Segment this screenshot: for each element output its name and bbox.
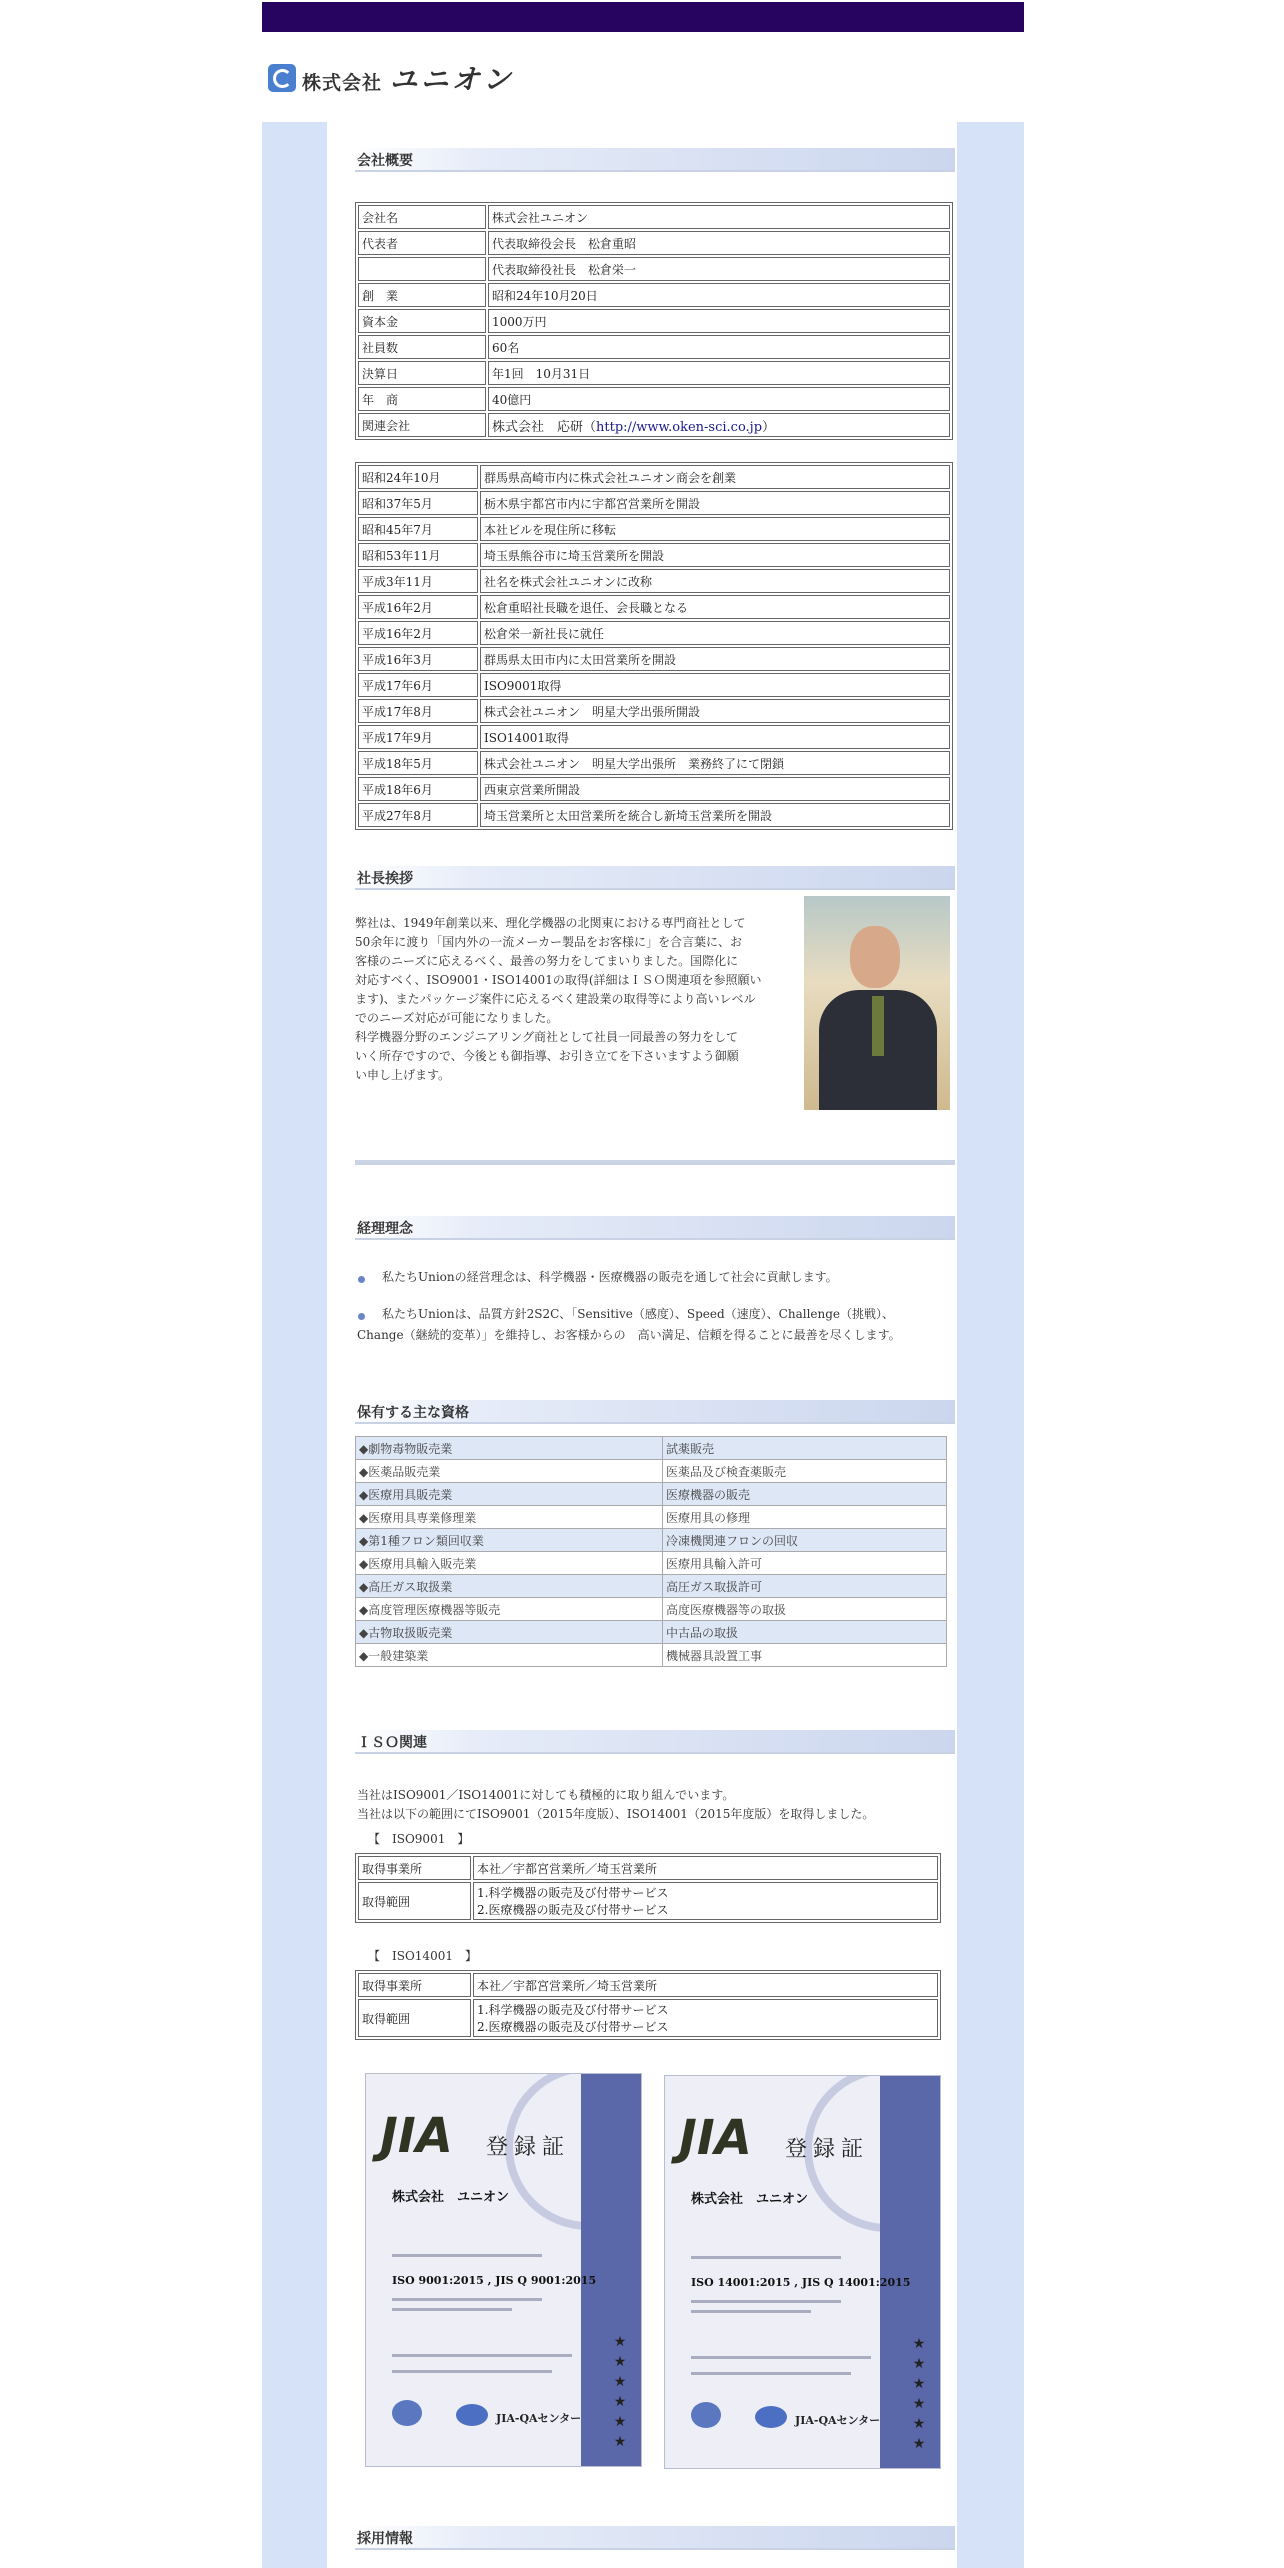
certificate-title: 登録証 xyxy=(486,2135,571,2160)
qualification-detail: 機械器具設置工事 xyxy=(663,1644,947,1667)
photo-tie xyxy=(872,996,884,1056)
company-info-value: 代表取締役会長 松倉重昭 xyxy=(488,231,950,255)
company-info-row xyxy=(358,413,950,437)
history-row xyxy=(358,725,950,749)
company-info-label: 社員数 xyxy=(358,335,486,359)
company-info-label: 年 商 xyxy=(358,387,486,411)
history-date: 昭和37年5月 xyxy=(358,491,478,515)
left-side-band xyxy=(262,122,327,2568)
company-info-label: 会社名 xyxy=(358,205,486,229)
fine-print xyxy=(691,2372,851,2375)
site-value: 本社／宇都宮営業所／埼玉営業所 xyxy=(473,1856,938,1880)
iso9001-table xyxy=(355,1853,941,1923)
qualification-row xyxy=(356,1506,947,1529)
history-row xyxy=(358,647,950,671)
section-header-iso: ＩＳＯ関連 xyxy=(355,1730,955,1754)
greeting-line: 50余年に渡り「国内外の一流メーカー製品をお客様に」を合言葉に、お xyxy=(355,935,743,949)
history-date: 平成17年6月 xyxy=(358,673,478,697)
fine-print xyxy=(392,2354,572,2357)
qualification-name: ◆第1種フロン類回収業 xyxy=(356,1529,663,1552)
fine-print xyxy=(691,2310,811,2313)
history-date: 平成3年11月 xyxy=(358,569,478,593)
greeting-line: 科学機器分野のエンジニアリング商社として社員一同最善の努力をして xyxy=(355,1030,738,1044)
fine-print xyxy=(392,2370,552,2373)
history-row xyxy=(358,465,950,489)
iso-intro-1: 当社はISO9001／ISO14001に対しても積極的に取り組んでいます。 xyxy=(357,1788,735,1802)
history-row xyxy=(358,777,950,801)
history-row xyxy=(358,517,950,541)
greeting-line: でのニーズ対応が可能になりました。 xyxy=(355,1011,559,1025)
qualification-detail: 医療機器の販売 xyxy=(663,1483,947,1506)
iso9001-label: 【 ISO9001 】 xyxy=(368,1832,470,1846)
company-info-row xyxy=(358,257,950,281)
section-header-qualifications: 保有する主な資格 xyxy=(355,1400,955,1424)
history-event: 本社ビルを現住所に移転 xyxy=(480,517,950,541)
history-date: 平成16年2月 xyxy=(358,621,478,645)
iaf-mark xyxy=(755,2406,787,2428)
fine-print xyxy=(392,2298,542,2301)
photo-face xyxy=(850,926,900,988)
greeting-line: い申し上げます。 xyxy=(355,1068,451,1082)
accreditation-mark xyxy=(392,2400,422,2426)
qualification-row xyxy=(356,1644,947,1667)
qualification-name: ◆高圧ガス取扱業 xyxy=(356,1575,663,1598)
company-info-row xyxy=(358,283,950,307)
qualification-detail: 医薬品及び検査薬販売 xyxy=(663,1460,947,1483)
company-info-value: 60名 xyxy=(488,335,950,359)
section-header-overview: 会社概要 xyxy=(355,148,955,172)
company-info-row xyxy=(358,231,950,255)
site-value: 本社／宇都宮営業所／埼玉営業所 xyxy=(473,1973,938,1997)
company-info-label: 代表者 xyxy=(358,231,486,255)
fine-print xyxy=(691,2300,841,2303)
jia-logo: JIA xyxy=(679,2110,752,2166)
fine-print xyxy=(392,2308,512,2311)
section-header-greeting: 社長挨拶 xyxy=(355,866,955,890)
qualification-row xyxy=(356,1483,947,1506)
qualification-name: ◆一般建築業 xyxy=(356,1644,663,1667)
company-info-row xyxy=(358,205,950,229)
company-info-value: 昭和24年10月20日 xyxy=(488,283,950,307)
union-logo-icon xyxy=(268,64,296,92)
top-banner xyxy=(262,2,1024,32)
qualification-row xyxy=(356,1460,947,1483)
history-event: 群馬県高崎市内に株式会社ユニオン商会を創業 xyxy=(480,465,950,489)
stars-icon: ★ ★ ★ ★ ★ ★ xyxy=(613,2334,627,2450)
fine-print xyxy=(392,2254,542,2257)
history-event: 社名を株式会社ユニオンに改称 xyxy=(480,569,950,593)
certificate-issuer: JIA-QAセンター xyxy=(795,2414,881,2427)
qualification-detail: 冷凍機関連フロンの回収 xyxy=(663,1529,947,1552)
fine-print xyxy=(691,2356,871,2359)
qualification-row xyxy=(356,1529,947,1552)
history-row xyxy=(358,699,950,723)
history-date: 平成27年8月 xyxy=(358,803,478,827)
qualification-detail: 試薬販売 xyxy=(663,1437,947,1460)
iaf-mark xyxy=(456,2404,488,2426)
certificate-issuer: JIA-QAセンター xyxy=(496,2412,582,2425)
section-header-philosophy: 経理理念 xyxy=(355,1216,955,1240)
history-event: 栃木県宇都宮市内に宇都宮営業所を開設 xyxy=(480,491,950,515)
philosophy-item-1: 私たちUnionの経営理念は、科学機器・医療機器の販売を通して社会に貢献します。 xyxy=(382,1270,838,1284)
company-info-table xyxy=(355,202,953,440)
qualification-name: ◆医薬品販売業 xyxy=(356,1460,663,1483)
certificate-title: 登録証 xyxy=(785,2137,870,2162)
qualifications-table xyxy=(355,1436,947,1667)
company-info-label: 資本金 xyxy=(358,309,486,333)
history-event: 埼玉県熊谷市に埼玉営業所を開設 xyxy=(480,543,950,567)
history-event: 松倉重昭社長職を退任、会長職となる xyxy=(480,595,950,619)
history-date: 平成16年3月 xyxy=(358,647,478,671)
related-company-value: 株式会社 応研（http://www.oken-sci.co.jp） xyxy=(488,413,950,437)
certificate-company: 株式会社 ユニオン xyxy=(392,2190,510,2205)
certificate-standard: ISO 14001:2015 , JIS Q 14001:2015 xyxy=(691,2276,911,2289)
qualification-row xyxy=(356,1621,947,1644)
history-table xyxy=(355,462,953,830)
history-date: 平成17年8月 xyxy=(358,699,478,723)
history-date: 平成18年6月 xyxy=(358,777,478,801)
history-event: 松倉栄一新社長に就任 xyxy=(480,621,950,645)
qualification-name: ◆医療用具専業修理業 xyxy=(356,1506,663,1529)
philosophy-item-2-line2: Change（継続的変革）」を維持し、お客様からの 高い満足、信頼を得ることに最善を尽くします。 xyxy=(357,1328,901,1342)
history-row xyxy=(358,543,950,567)
history-event: 西東京営業所開設 xyxy=(480,777,950,801)
company-info-row xyxy=(358,335,950,359)
right-side-band xyxy=(957,122,1024,2568)
certificate-company: 株式会社 ユニオン xyxy=(691,2192,809,2207)
logo-text: 株式会社 ユニオン xyxy=(302,63,514,96)
greeting-line: 対応すべく、ISO9001・ISO14001の取得(詳細はＩＳＯ関連項を参照願い xyxy=(355,973,762,987)
qualification-detail: 高圧ガス取扱許可 xyxy=(663,1575,947,1598)
company-info-row xyxy=(358,361,950,385)
history-row xyxy=(358,569,950,593)
certificate-band xyxy=(880,2076,940,2468)
jia-logo: JIA xyxy=(380,2108,453,2164)
company-info-value: 年1回 10月31日 xyxy=(488,361,950,385)
qualification-row xyxy=(356,1437,947,1460)
history-event: ISO14001取得 xyxy=(480,725,950,749)
company-logo[interactable] xyxy=(268,58,514,98)
history-event: 群馬県太田市内に太田営業所を開設 xyxy=(480,647,950,671)
iso14001-table xyxy=(355,1970,941,2040)
history-event: 株式会社ユニオン 明星大学出張所 業務終了にて閉鎖 xyxy=(480,751,950,775)
qualification-name: ◆医療用具販売業 xyxy=(356,1483,663,1506)
iso14001-label: 【 ISO14001 】 xyxy=(368,1949,477,1963)
history-event: ISO9001取得 xyxy=(480,673,950,697)
philosophy-item-2-line1: 私たちUnionは、品質方針2S2C、「Sensitive（感度）、Speed（速度）、Challenge（挑戦）、 xyxy=(382,1307,895,1321)
related-company-link[interactable]: http://www.oken-sci.co.jp xyxy=(596,419,763,435)
company-info-value: 1000万円 xyxy=(488,309,950,333)
qualification-name: ◆高度管理医療機器等販売 xyxy=(356,1598,663,1621)
iso9001-certificate[interactable] xyxy=(365,2073,642,2467)
accreditation-mark xyxy=(691,2402,721,2428)
company-info-label: 創 業 xyxy=(358,283,486,307)
iso14001-certificate[interactable] xyxy=(664,2075,941,2469)
company-info-row xyxy=(358,309,950,333)
history-event: 株式会社ユニオン 明星大学出張所開設 xyxy=(480,699,950,723)
scope-label: 取得範囲 xyxy=(358,1882,471,1920)
iso-intro-2: 当社は以下の範囲にてISO9001（2015年度版）、ISO14001（2015年度版）を取得しました。 xyxy=(357,1807,875,1821)
president-photo xyxy=(804,896,950,1110)
qualification-detail: 医療用具の修理 xyxy=(663,1506,947,1529)
company-info-row xyxy=(358,387,950,411)
history-date: 昭和53年11月 xyxy=(358,543,478,567)
greeting-text xyxy=(355,914,787,1085)
section-header-recruit: 採用情報 xyxy=(355,2526,955,2550)
stars-icon: ★ ★ ★ ★ ★ ★ xyxy=(912,2336,926,2452)
qualification-detail: 高度医療機器等の取扱 xyxy=(663,1598,947,1621)
history-date: 昭和45年7月 xyxy=(358,517,478,541)
bullet-icon xyxy=(358,1276,365,1283)
site-label: 取得事業所 xyxy=(358,1973,471,1997)
certificate-band xyxy=(581,2074,641,2466)
company-info-label: 決算日 xyxy=(358,361,486,385)
qualification-name: ◆劇物毒物販売業 xyxy=(356,1437,663,1460)
scope-label: 取得範囲 xyxy=(358,1999,471,2037)
company-info-value: 代表取締役社長 松倉栄一 xyxy=(488,257,950,281)
greeting-line: ます)、またパッケージ案件に応えるべく建設業の取得等により高いレベル xyxy=(355,992,756,1006)
company-info-value: 株式会社ユニオン xyxy=(488,205,950,229)
history-row xyxy=(358,751,950,775)
section-divider xyxy=(355,1160,955,1165)
history-row xyxy=(358,673,950,697)
company-info-label: 関連会社 xyxy=(358,413,486,437)
company-info-value: 40億円 xyxy=(488,387,950,411)
qualification-row xyxy=(356,1575,947,1598)
history-date: 平成16年2月 xyxy=(358,595,478,619)
qualification-row xyxy=(356,1552,947,1575)
certificate-standard: ISO 9001:2015 , JIS Q 9001:2015 xyxy=(392,2274,597,2287)
scope-value: 1.科学機器の販売及び付帯サービス 2.医療機器の販売及び付帯サービス xyxy=(473,1999,938,2037)
qualification-name: ◆古物取扱販売業 xyxy=(356,1621,663,1644)
fine-print xyxy=(691,2256,841,2259)
qualification-detail: 中古品の取扱 xyxy=(663,1621,947,1644)
qualification-detail: 医療用具輸入許可 xyxy=(663,1552,947,1575)
history-date: 平成18年5月 xyxy=(358,751,478,775)
history-row xyxy=(358,621,950,645)
history-row xyxy=(358,803,950,827)
greeting-line: 弊社は、1949年創業以来、理化学機器の北関東における専門商社として xyxy=(355,916,746,930)
greeting-line: いく所存ですので、今後とも御指導、お引き立てを下さいますよう御願 xyxy=(355,1049,739,1063)
history-row xyxy=(358,491,950,515)
site-label: 取得事業所 xyxy=(358,1856,471,1880)
company-info-label xyxy=(358,257,486,281)
history-event: 埼玉営業所と太田営業所を統合し新埼玉営業所を開設 xyxy=(480,803,950,827)
history-date: 平成17年9月 xyxy=(358,725,478,749)
greeting-line: 客様のニーズに応えるべく、最善の努力をしてまいりました。国際化に xyxy=(355,954,739,968)
qualification-name: ◆医療用具輸入販売業 xyxy=(356,1552,663,1575)
bullet-icon xyxy=(358,1313,365,1320)
qualification-row xyxy=(356,1598,947,1621)
history-row xyxy=(358,595,950,619)
history-date: 昭和24年10月 xyxy=(358,465,478,489)
scope-value: 1.科学機器の販売及び付帯サービス 2.医療機器の販売及び付帯サービス xyxy=(473,1882,938,1920)
